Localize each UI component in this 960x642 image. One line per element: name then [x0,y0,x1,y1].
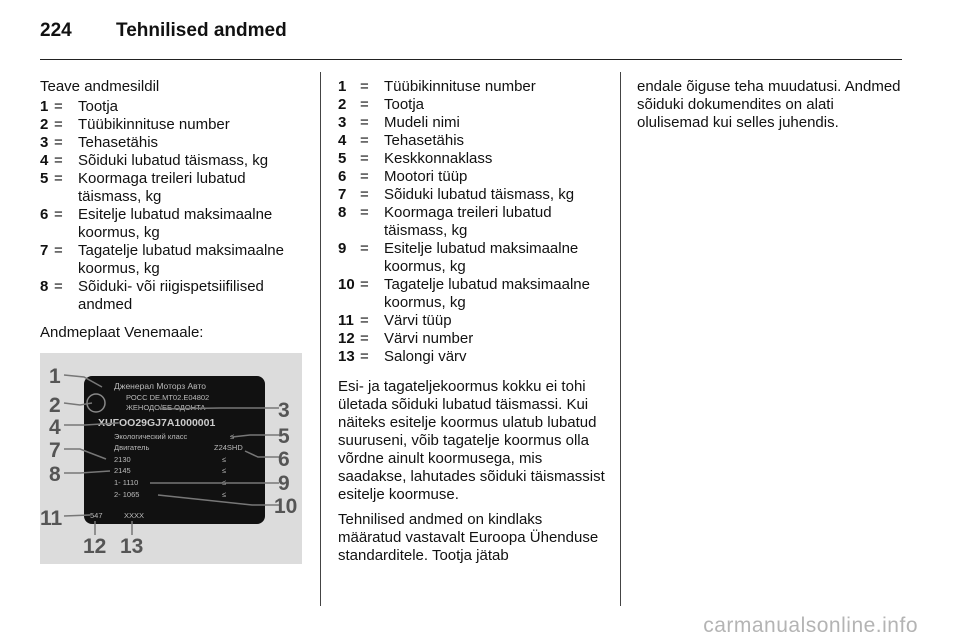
plate-factory: ЖЕНОДО/ЕЕ ОДОНТА [126,403,206,412]
callout-6: 6 [278,448,290,471]
item-equals: = [360,78,369,95]
item-number: 7 [40,242,49,259]
item-number: 4 [338,132,347,149]
callout-8: 8 [49,463,61,486]
item-text: Tootja [384,96,425,113]
axle-load-paragraph: Esi- ja tagateljekoormus kokku ei tohi ületada sõiduki lubatud täismassi. Kui näiteks esitelje koormus ulatub lubatud suuruseni, võib tagatelje koormus olla võrdne ainult koormusega, mis saadakse, lahutades sõiduki täismassist esitelje koormuse. [338,378,605,503]
item-text: Värvi tüüp [384,312,452,329]
item-number: 2 [40,116,49,133]
item-number: 8 [40,278,49,295]
list-item [338,96,608,114]
list-item [40,152,308,170]
item-text: Tehasetähis [384,132,465,149]
item-equals: = [360,168,369,185]
item-number: 9 [338,240,347,257]
item-equals: = [360,348,369,365]
page-number: 224 [40,20,72,41]
item-number: 6 [338,168,347,185]
item-equals: = [360,312,369,329]
item-text: Tagatelje lubatud maksimaalne koormus, kg [78,242,284,277]
item-text: Tootja [78,98,119,115]
item-text: Koormaga treileri lubatud täismass, kg [78,170,246,205]
item-number: 3 [40,134,49,151]
item-number: 11 [338,312,354,329]
plate-eco: Экологический класс [114,432,188,441]
item-number: 10 [338,276,355,293]
item-equals: = [54,278,63,295]
plate-paint-num: XXXX [124,511,145,520]
callout-2: 2 [49,394,61,417]
item-equals: = [360,330,369,347]
section-heading: Andmeplaat Venemaale: [40,324,204,341]
list-item [338,276,608,312]
plate-field-mark: ≤ [222,455,227,464]
list-item [40,116,308,134]
item-text: Tehasetähis [78,134,159,151]
item-number: 1 [338,78,347,95]
plate-paint-type: 547 [90,511,103,520]
callout-7: 7 [49,439,61,462]
list-item [338,330,608,348]
list-item [338,348,608,366]
item-equals: = [360,186,369,203]
item-number: 3 [338,114,347,131]
item-equals: = [360,204,369,221]
list-item [338,168,608,186]
item-text: Salongi värv [384,348,467,365]
list-item [338,114,608,132]
watermark: carmanualsonline.info [703,614,918,637]
label-list [40,98,308,314]
plate-engine: Двигатель [114,443,150,452]
callout-1: 1 [49,365,61,388]
item-text: Tüübikinnituse number [384,78,536,95]
plate-mass2: 2145 [114,466,131,475]
list-item [40,98,308,116]
callout-12: 12 [83,535,107,558]
list-item [338,132,608,150]
plate-field-mark: ≤ [222,478,227,487]
item-equals: = [360,276,369,293]
item-equals: = [360,96,369,113]
item-number: 5 [40,170,49,187]
item-text: Sõiduki lubatud täismass, kg [78,152,269,169]
item-text: Värvi number [384,330,474,347]
left-column [40,78,308,342]
callout-11: 11 [40,507,63,530]
item-equals: = [54,206,63,223]
callout-3: 3 [278,399,290,422]
item-text: Tüübikinnituse number [78,116,230,133]
list-item [338,240,608,276]
data-plate-figure [40,353,302,564]
list-item [40,278,308,314]
callout-4: 4 [49,416,61,439]
middle-column [338,78,608,565]
item-equals: = [54,98,63,115]
item-number: 2 [338,96,347,113]
item-text: Sõiduki lubatud täismass, kg [384,186,575,203]
item-equals: = [360,132,369,149]
callout-10: 10 [274,495,298,518]
plate-maker: Дженерал Моторз Авто [114,381,207,391]
item-equals: = [360,114,369,131]
item-number: 4 [40,152,49,169]
data-plate-illustration [40,353,302,564]
item-text: Keskkonnaklass [384,150,493,167]
plate-field-mark: ≤ [230,432,235,441]
item-text: Esitelje lubatud maksimaalne koormus, kg [384,240,579,275]
item-text: Mudeli nimi [384,114,460,131]
item-number: 8 [338,204,347,221]
plate-axle1: 1- 1110 [114,478,139,487]
list-item [338,150,608,168]
list-item [40,134,308,152]
list-item [338,186,608,204]
item-equals: = [360,150,369,167]
callout-9: 9 [278,472,290,495]
item-equals: = [54,242,63,259]
item-text: Tagatelje lubatud maksimaalne koormus, kg [384,276,590,311]
callout-5: 5 [278,425,290,448]
plate-mass1: 2130 [114,455,131,464]
list-item [338,78,608,96]
item-number: 5 [338,150,347,167]
item-text: Koormaga treileri lubatud täismass, kg [384,204,552,239]
item-equals: = [54,170,63,187]
item-number: 13 [338,348,355,365]
item-number: 12 [338,330,355,347]
header-rule [40,59,902,60]
item-number: 7 [338,186,347,203]
column-divider [320,72,321,606]
item-text: Mootori tüüp [384,168,468,185]
item-equals: = [360,240,369,257]
plate-field-mark: ≤ [222,466,227,475]
plate-approval: РОСС DE.MT02.E04802 [126,393,210,402]
page-title: Tehnilised andmed [116,20,287,41]
item-equals: = [54,152,63,169]
list-item [40,242,308,278]
right-column [637,78,902,132]
item-number: 1 [40,98,49,115]
item-text: Sõiduki- või riigispetsiifilised andmed [78,278,264,313]
list-item [338,312,608,330]
callout-13: 13 [120,535,144,558]
list-item [40,170,308,206]
standards-paragraph: Tehnilised andmed on kindlaks määratud vastavalt Euroopa Ühenduse standarditele. Tootja jätab [338,511,599,564]
plate-field-mark: ≤ [222,490,227,499]
plate-axle2: 2- 1065 [114,490,140,499]
plate-label-list [338,78,608,366]
item-text: Esitelje lubatud maksimaalne koormus, kg [78,206,273,241]
list-item [338,204,608,240]
item-number: 6 [40,206,49,223]
column-divider [620,72,621,606]
list-item [40,206,308,242]
item-equals: = [54,116,63,133]
item-equals: = [54,134,63,151]
plate-vin: XUFOO29GJ7A1000001 [98,417,216,429]
continuation-paragraph: endale õiguse teha muudatusi. Andmed sõiduki dokumendites on alati olulisemad kui selles juhendis. [637,78,901,131]
plate-engine-code: Z24SHD [214,443,243,452]
intro-heading: Teave andmesildil [40,78,160,95]
